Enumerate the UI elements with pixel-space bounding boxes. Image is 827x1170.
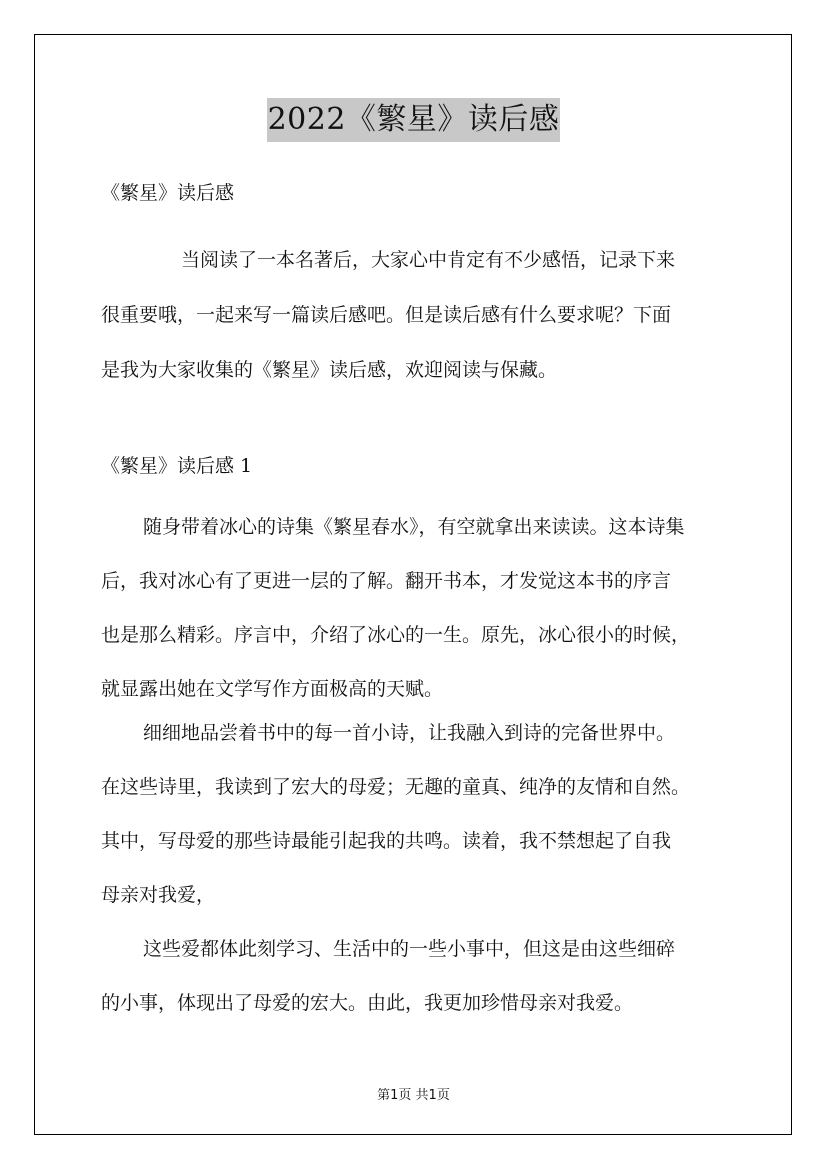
paragraph-line: 这些爱都体此刻学习、生活中的一些小事中，但这是由这些细碎 [143, 938, 676, 960]
page-footer: 第1页 共1页 [377, 1088, 450, 1103]
paragraph-line: 的小事，体现出了母爱的宏大。由此，我更加珍惜母亲对我爱。 [101, 992, 634, 1014]
document-title: 2022《繁星》读后感 [267, 98, 561, 142]
paragraph-line: 也是那么精彩。序言中，介绍了冰心的一生。原先，冰心很小的时候， [101, 624, 691, 646]
paragraph-line: 就显露出她在文学写作方面极高的天赋。 [101, 678, 444, 700]
section-heading: 《繁星》读后感 1 [101, 455, 253, 477]
paragraph-line: 随身带着冰心的诗集《繁星春水》，有空就拿出来读读。这本诗集 [143, 516, 685, 538]
paragraph-line: 在这些诗里，我读到了宏大的母爱；无趣的童真、纯净的友情和自然。 [101, 776, 691, 798]
paragraph-line: 其中，写母爱的那些诗最能引起我的共鸣。读着，我不禁想起了自我 [101, 830, 672, 852]
paragraph-1 [101, 500, 741, 716]
intro-paragraph [101, 233, 741, 398]
intro-line: 很重要哦，一起来写一篇读后感吧。但是读后感有什么要求呢？下面 [101, 304, 672, 326]
intro-line: 是我为大家收集的《繁星》读后感，欢迎阅读与保藏。 [101, 359, 558, 381]
paragraph-3 [101, 922, 741, 1030]
paragraph-2 [101, 706, 741, 922]
document-subtitle: 《繁星》读后感 [101, 182, 235, 204]
paragraph-line: 细细地品尝着书中的每一首小诗，让我融入到诗的完备世界中。 [143, 722, 676, 744]
paragraph-line: 后，我对冰心有了更进一层的了解。翻开书本，才发觉这本书的序言 [101, 570, 672, 592]
paragraph-line: 母亲对我爱， [101, 884, 216, 906]
intro-line: 当阅读了一本名著后，大家心中肯定有不少感悟，记录下来 [181, 249, 676, 271]
title-container [0, 98, 827, 142]
